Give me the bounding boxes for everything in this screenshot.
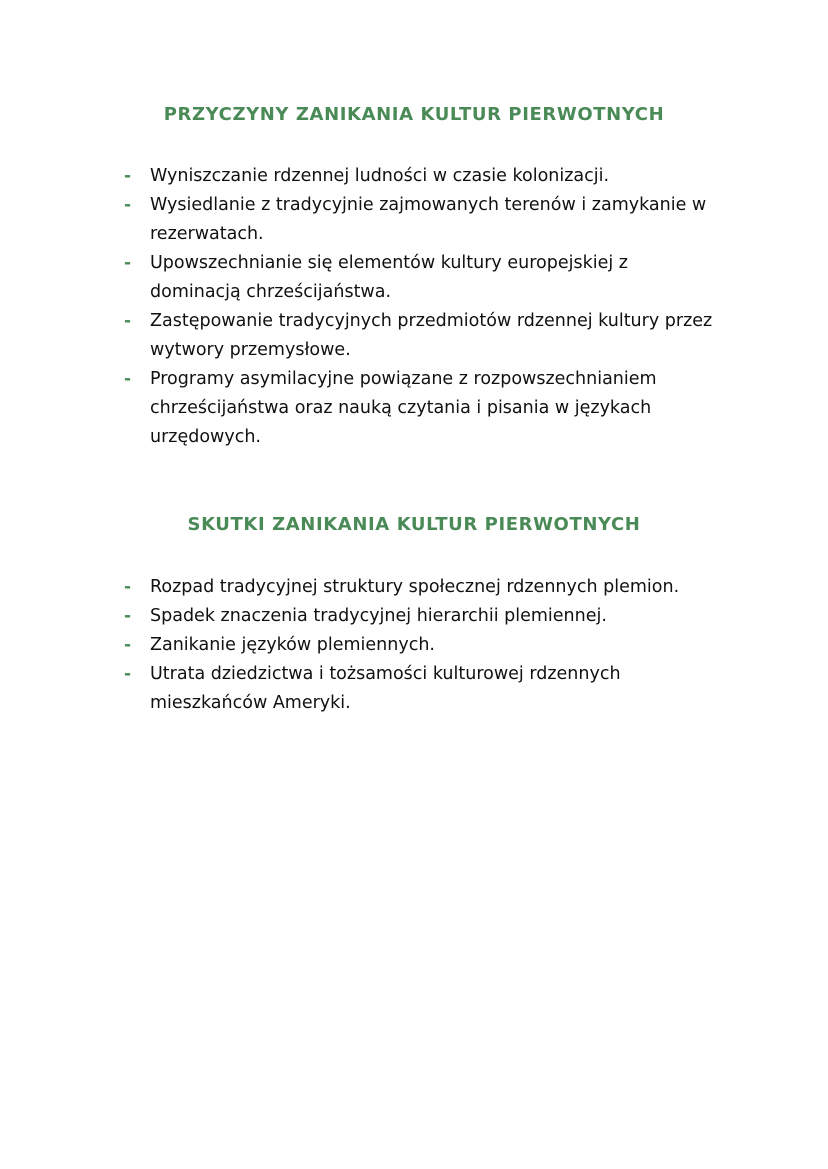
effects-item-text: Spadek znaczenia tradycyjnej hierarchii plemiennej. xyxy=(150,606,607,626)
effects-item-text: Zanikanie języków plemiennych. xyxy=(150,635,435,655)
bullet-dash: - xyxy=(124,664,132,684)
causes-list xyxy=(0,162,828,452)
bullet-dash: - xyxy=(124,369,132,389)
causes-item-text: Wysiedlanie z tradycyjnie zajmowanych terenów i zamykanie w rezerwatach. xyxy=(150,195,707,244)
effects-list-item xyxy=(0,631,720,660)
bullet-dash: - xyxy=(124,606,132,626)
causes-item-text: Programy asymilacyjne powiązane z rozpowszechnianiem chrześcijaństwa oraz nauką czytania i pisania w językach urzędowych. xyxy=(150,369,657,447)
bullet-dash: - xyxy=(124,577,132,597)
effects-heading: SKUTKI ZANIKANIA KULTUR PIERWOTNYCH xyxy=(187,514,641,535)
bullet-dash: - xyxy=(124,635,132,655)
effects-list xyxy=(0,573,828,718)
causes-item-text: Zastępowanie tradycyjnych przedmiotów rdzennej kultury przez wytwory przemysłowe. xyxy=(150,311,713,360)
causes-list-item xyxy=(0,365,720,452)
effects-item-text: Utrata dziedzictwa i tożsamości kulturowej rdzennych mieszkańców Ameryki. xyxy=(150,664,621,713)
causes-item-text: Upowszechnianie się elementów kultury europejskiej z dominacją chrześcijaństwa. xyxy=(150,253,628,302)
bullet-dash: - xyxy=(124,311,132,331)
causes-list-item xyxy=(0,191,720,249)
bullet-dash: - xyxy=(124,253,132,273)
causes-list-item xyxy=(0,249,720,307)
effects-list-item xyxy=(0,660,720,718)
causes-list-item xyxy=(0,162,720,191)
causes-item-text: Wyniszczanie rdzennej ludności w czasie kolonizacji. xyxy=(150,166,610,186)
effects-list-item xyxy=(0,573,720,602)
causes-list-item xyxy=(0,307,720,365)
effects-item-text: Rozpad tradycyjnej struktury społecznej rdzennych plemion. xyxy=(150,577,680,597)
effects-list-item xyxy=(0,602,720,631)
causes-heading: PRZYCZYNY ZANIKANIA KULTUR PIERWOTNYCH xyxy=(163,104,665,125)
bullet-dash: - xyxy=(124,195,132,215)
bullet-dash: - xyxy=(124,166,132,186)
